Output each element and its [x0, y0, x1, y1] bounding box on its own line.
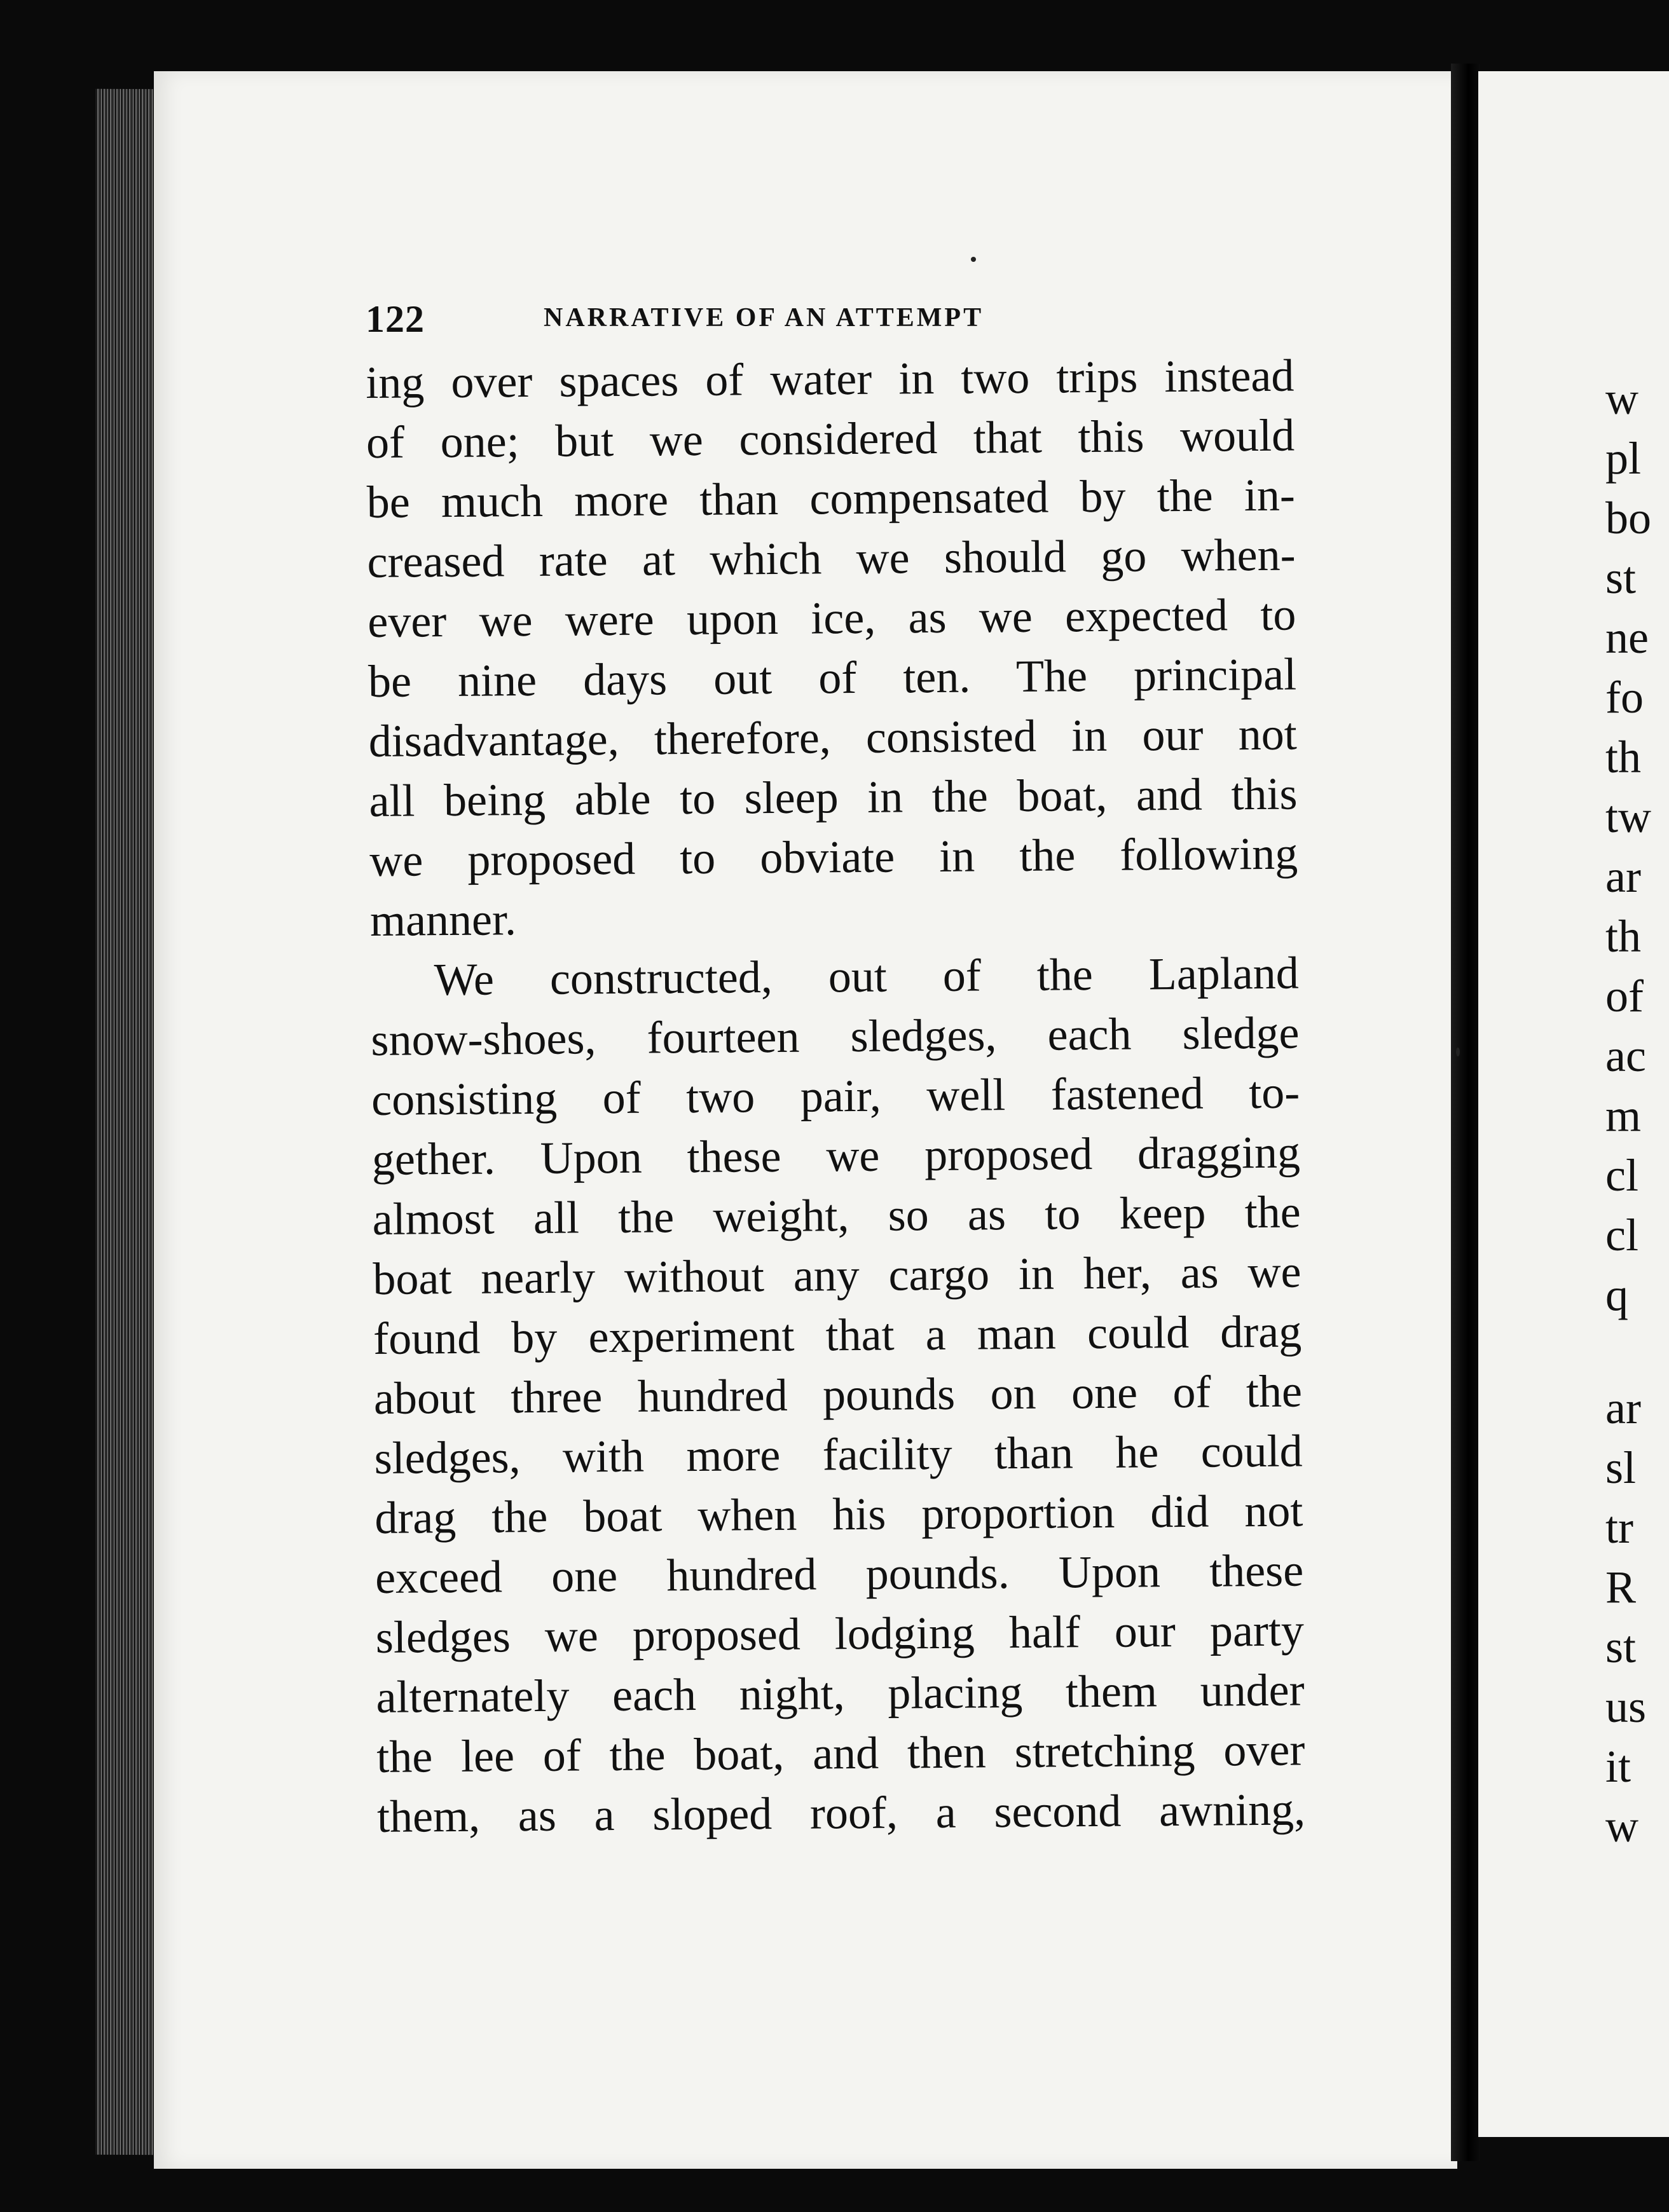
- fragment: ne: [1605, 612, 1649, 663]
- fragment: st: [1605, 1621, 1637, 1672]
- fragment: w: [1605, 1801, 1638, 1852]
- page-header: [366, 297, 1281, 348]
- text-line: exceed one hundred pounds. Upon these: [374, 1545, 1304, 1603]
- text-line: manner.: [369, 894, 517, 946]
- text-line: sledges we proposed lodging half our party: [375, 1604, 1305, 1663]
- fragment: ar: [1605, 851, 1641, 902]
- text-line: almost all the weight, so as to keep the: [372, 1186, 1301, 1245]
- body-text: [366, 346, 1305, 1847]
- text-line: alternately each night, placing them under: [376, 1664, 1305, 1723]
- text-line: We constructed, out of the Lapland: [434, 947, 1300, 1006]
- fragment: bo: [1605, 493, 1651, 543]
- text-line: ever we were upon ice, as we expected to: [367, 589, 1296, 647]
- text-line: them, as a sloped roof, a second awning,: [376, 1784, 1306, 1842]
- page-number: 122: [366, 298, 425, 340]
- fragment: q: [1605, 1269, 1628, 1320]
- text-line: the lee of the boat, and then stretching over: [376, 1724, 1305, 1782]
- text-line: ing over spaces of water in two trips instead: [366, 350, 1295, 408]
- text-line: sledges, with more facility than he could: [374, 1425, 1303, 1484]
- fragment: tw: [1605, 791, 1651, 842]
- text-line: drag the boat when his proportion did not: [374, 1485, 1303, 1543]
- paragraph-gap: [1605, 1325, 1651, 1378]
- text-line: consisting of two pair, well fastened to-: [371, 1067, 1300, 1125]
- ink-speck: [971, 257, 976, 262]
- fragment: tr: [1605, 1502, 1633, 1553]
- fragment: ar: [1605, 1382, 1641, 1433]
- text-line: boat nearly without any cargo in her, as we: [373, 1246, 1302, 1304]
- fragment: st: [1605, 552, 1637, 603]
- fragment: th: [1605, 911, 1642, 962]
- running-head: NARRATIVE OF AN ATTEMPT: [544, 303, 984, 332]
- fragment: pl: [1605, 433, 1642, 484]
- text-line: be much more than compensated by the in-: [366, 469, 1296, 528]
- fragment: m: [1605, 1090, 1642, 1141]
- fragment: ac: [1605, 1030, 1646, 1081]
- text-line: creased rate at which we should go when-: [367, 529, 1296, 587]
- text-line: all being able to sleep in the boat, and this: [369, 768, 1298, 826]
- fragment: cl: [1605, 1210, 1638, 1260]
- text-line: disadvantage, therefore, consisted in our not: [368, 708, 1298, 767]
- fragment: sl: [1605, 1442, 1637, 1493]
- fragment: it: [1605, 1741, 1631, 1792]
- fragment: us: [1605, 1681, 1647, 1732]
- fragment: R: [1605, 1562, 1637, 1613]
- facing-page-text: [1605, 369, 1651, 1856]
- fragment: fo: [1605, 672, 1644, 723]
- text-line: snow-shoes, fourteen sledges, each sledge: [371, 1007, 1300, 1065]
- text-line: we proposed to obviate in the following: [369, 828, 1298, 886]
- fragment: th: [1605, 732, 1642, 782]
- fragment: w: [1605, 373, 1638, 424]
- text-line: gether. Upon these we proposed dragging: [371, 1126, 1301, 1185]
- text-line: of one; but we considered that this would: [366, 409, 1295, 468]
- fragment: of: [1605, 971, 1644, 1021]
- gutter: [1451, 64, 1480, 2161]
- fragment: cl: [1605, 1150, 1638, 1201]
- text-line: found by experiment that a man could drag: [373, 1306, 1302, 1364]
- text-line: be nine days out of ten. The principal: [367, 648, 1297, 707]
- ink-speck: [1456, 1048, 1460, 1056]
- text-line: about three hundred pounds on one of the: [373, 1365, 1303, 1424]
